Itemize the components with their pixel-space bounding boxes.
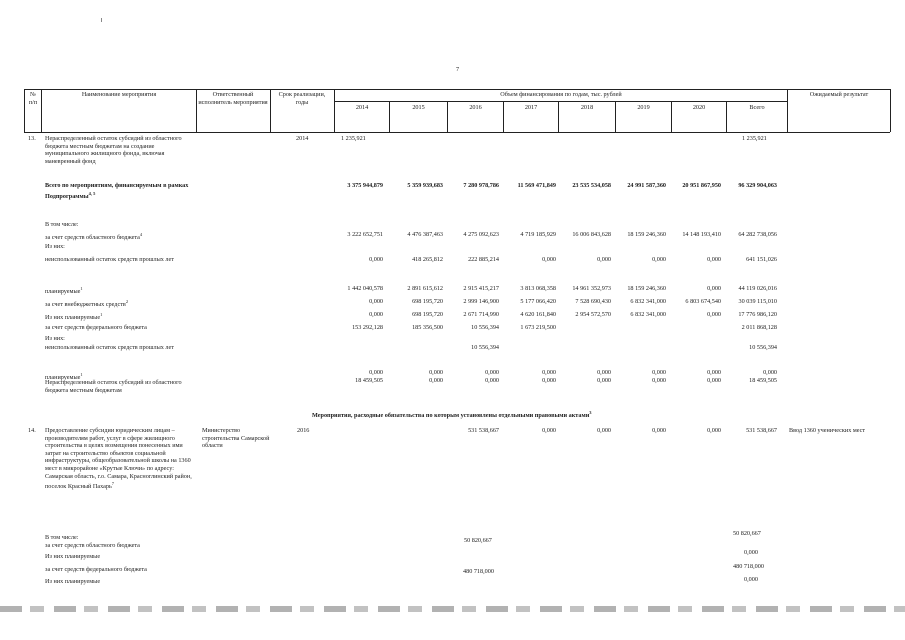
remainder-value: 0,000 bbox=[485, 377, 499, 384]
extra-value: 698 195,720 bbox=[412, 298, 443, 305]
oblast-value: 64 282 738,056 bbox=[738, 231, 777, 238]
extra-planned-value: 0,000 bbox=[369, 311, 383, 318]
header-mid-line bbox=[334, 101, 787, 102]
row13-total: 1 235,921 bbox=[742, 135, 767, 142]
planned2-value: 0,000 bbox=[369, 369, 383, 376]
row13-name: Нераспределенный остаток субсидий из областного бюджета местным бюджетам на создание муниципального жилищного фонда, включая маневренный фонд bbox=[45, 135, 182, 165]
header-result: Ожидаемый результат bbox=[809, 91, 869, 98]
row13-num: 13. bbox=[28, 135, 36, 142]
row14-value: 0,000 bbox=[652, 427, 666, 434]
oblast-value: 18 159 246,360 bbox=[627, 231, 666, 238]
remainder-value: 18 459,505 bbox=[355, 377, 383, 384]
header-border bbox=[890, 89, 891, 132]
header-term: Срок реализации, годы bbox=[278, 91, 326, 106]
extra-planned-value: 2 954 572,570 bbox=[575, 311, 611, 318]
row14-responsible: Министерство строительства Самарской области bbox=[202, 427, 270, 450]
remainder-value: 0,000 bbox=[429, 377, 443, 384]
including-label-2: В том числе: bbox=[45, 534, 79, 541]
unused1-value: 0,000 bbox=[707, 256, 721, 263]
extra-planned-label: Из них планируемые$^1$ bbox=[45, 312, 103, 322]
remainder-value: 18 459,505 bbox=[749, 377, 777, 384]
federal14-total: 480 718,000 bbox=[733, 563, 764, 570]
planned1-value: 2 915 415,217 bbox=[463, 285, 499, 292]
year-header: 2020 bbox=[692, 104, 706, 111]
extra-label: за счет внебюджетных средств$^2$ bbox=[45, 299, 129, 309]
oblast-value: 14 148 193,410 bbox=[682, 231, 721, 238]
federal14-2016: 480 718,000 bbox=[463, 568, 494, 575]
row14-value: 0,000 bbox=[597, 427, 611, 434]
year-header: 2019 bbox=[637, 104, 650, 111]
planned1-value: 1 442 040,578 bbox=[347, 285, 383, 292]
federal14-planned-total: 0,000 bbox=[744, 576, 758, 583]
unused1-value: 222 885,214 bbox=[468, 256, 499, 263]
header-bottom-line bbox=[24, 132, 890, 133]
scan-edge-artifact bbox=[0, 606, 905, 612]
unused2-value: 10 556,394 bbox=[749, 344, 777, 351]
planned1-value: 3 813 068,358 bbox=[520, 285, 556, 292]
row14-value: 531 538,667 bbox=[746, 427, 777, 434]
unused1-value: 0,000 bbox=[542, 256, 556, 263]
oblast-value: 4 719 185,929 bbox=[520, 231, 556, 238]
extra-value: 0,000 bbox=[369, 298, 383, 305]
remainder-label: Нераспределенный остаток субсидий из областного бюджета местным бюджетам bbox=[45, 379, 182, 394]
extra-value: 5 177 066,420 bbox=[520, 298, 556, 305]
extra-planned-value: 4 620 161,840 bbox=[520, 311, 556, 318]
planned2-value: 0,000 bbox=[707, 369, 721, 376]
row14-num: 14. bbox=[28, 427, 36, 434]
section-title: Мероприятия, расходные обязательства по которым установлены отдельными правовыми актами$^3$ bbox=[312, 410, 592, 420]
unused1-value: 641 151,026 bbox=[746, 256, 777, 263]
of-which-label: Из них: bbox=[45, 243, 65, 250]
oblast-label: за счет средств областного бюджета$^4$ bbox=[45, 232, 143, 242]
total-block-value: 5 359 939,683 bbox=[407, 182, 443, 189]
header-border bbox=[196, 89, 197, 132]
extra-planned-value: 2 671 714,990 bbox=[463, 311, 499, 318]
extra-value: 6 803 674,540 bbox=[685, 298, 721, 305]
total-block-value: 3 375 944,879 bbox=[347, 182, 383, 189]
federal-label: за счет средств федерального бюджета bbox=[45, 324, 147, 331]
planned2-label: планируемые$^1$ bbox=[45, 372, 83, 382]
year-header: 2016 bbox=[469, 104, 482, 111]
federal14-planned-label: Из них планируемые bbox=[45, 578, 101, 585]
oblast14-planned-label: Из них планируемые bbox=[45, 553, 101, 560]
remainder-value: 0,000 bbox=[707, 377, 721, 384]
row14-value: 0,000 bbox=[542, 427, 556, 434]
extra-value: 7 528 690,430 bbox=[575, 298, 611, 305]
total-block-value: 24 991 587,360 bbox=[627, 182, 666, 189]
total-block-value: 23 535 534,058 bbox=[572, 182, 611, 189]
planned2-value: 0,000 bbox=[652, 369, 666, 376]
unused1-value: 0,000 bbox=[369, 256, 383, 263]
including-label: В том числе: bbox=[45, 221, 79, 228]
planned2-value: 0,000 bbox=[597, 369, 611, 376]
header-volume: Объем финансирования по годам, тыс. рублей bbox=[500, 91, 622, 98]
row13-term: 2014 bbox=[296, 135, 309, 142]
federal-value: 153 292,128 bbox=[352, 324, 383, 331]
federal14-label: за счет средств федерального бюджета bbox=[45, 566, 147, 573]
header-responsible: Ответственный исполнитель мероприятия bbox=[198, 91, 268, 106]
total-label: Всего по мероприятиям, финансируемым в рамках Подпрограммы$^{4, 5}$ bbox=[45, 182, 189, 200]
oblast-value: 3 222 652,751 bbox=[347, 231, 383, 238]
planned1-value: 18 159 246,360 bbox=[627, 285, 666, 292]
federal-value: 1 673 219,500 bbox=[520, 324, 556, 331]
oblast-value: 4 275 092,623 bbox=[463, 231, 499, 238]
row13-2014: 1 235,921 bbox=[341, 135, 366, 142]
oblast14-planned-total: 0,000 bbox=[744, 549, 758, 556]
planned1-label: планируемые$^1$ bbox=[45, 286, 83, 296]
extra-planned-value: 17 776 986,120 bbox=[738, 311, 777, 318]
header-num: № п/п bbox=[28, 91, 38, 106]
total-block-value: 20 951 867,950 bbox=[682, 182, 721, 189]
row14-value: 531 538,667 bbox=[468, 427, 499, 434]
oblast14-total: 50 820,667 bbox=[733, 530, 761, 537]
page-number: 7 bbox=[456, 66, 460, 73]
planned2-value: 0,000 bbox=[542, 369, 556, 376]
row14-result: Ввод 1360 ученических мест bbox=[789, 427, 866, 434]
scan-speck bbox=[101, 18, 102, 22]
unused2-value: 10 556,394 bbox=[471, 344, 499, 351]
unused1-label: неиспользованный остаток средств прошлых лет bbox=[45, 256, 174, 263]
remainder-value: 0,000 bbox=[597, 377, 611, 384]
header-top-line bbox=[24, 89, 890, 90]
row14-name: Предоставление субсидии юридическим лицам – производителям работ, услуг в сфере жилищного строительства в целях возмещения понесенных ими затрат на строительство объектов социальной инфраструктуры, общеобразовательной школы на 1360 мест в микрорайоне «Крутые Ключи» по адресу: Самарская область, г.о. Самара, Красноглинский район, поселок Красный Пахарь$^7$ bbox=[45, 427, 192, 491]
unused2-label: неиспользованный остаток средств прошлых лет bbox=[45, 344, 174, 351]
year-header: 2014 bbox=[355, 104, 369, 111]
federal-value: 10 556,394 bbox=[471, 324, 499, 331]
year-header: 2015 bbox=[412, 104, 425, 111]
extra-value: 6 832 341,000 bbox=[630, 298, 666, 305]
oblast-value: 4 476 387,463 bbox=[407, 231, 443, 238]
planned2-value: 0,000 bbox=[485, 369, 499, 376]
header-border bbox=[270, 89, 271, 132]
planned2-value: 0,000 bbox=[429, 369, 443, 376]
planned1-value: 44 119 026,016 bbox=[738, 285, 777, 292]
extra-planned-value: 0,000 bbox=[707, 311, 721, 318]
header-border bbox=[41, 89, 42, 132]
row14-term: 2016 bbox=[297, 427, 310, 434]
header-border bbox=[787, 89, 788, 132]
planned1-value: 14 961 352,973 bbox=[572, 285, 611, 292]
of-which-label-2: Из них: bbox=[45, 335, 65, 342]
extra-planned-value: 6 832 341,000 bbox=[630, 311, 666, 318]
unused1-value: 0,000 bbox=[597, 256, 611, 263]
remainder-value: 0,000 bbox=[542, 377, 556, 384]
total-block-value: 11 569 471,849 bbox=[517, 182, 556, 189]
oblast14-label: за счет средств областного бюджета bbox=[45, 542, 140, 549]
total-block-value: 96 329 904,063 bbox=[738, 182, 777, 189]
unused1-value: 0,000 bbox=[652, 256, 666, 263]
planned1-value: 0,000 bbox=[707, 285, 721, 292]
year-header: Всего bbox=[749, 104, 765, 111]
federal-value: 2 011 868,128 bbox=[741, 324, 777, 331]
year-header: 2017 bbox=[524, 104, 538, 111]
header-name: Наименование мероприятия bbox=[81, 91, 157, 98]
federal-value: 185 356,500 bbox=[412, 324, 443, 331]
remainder-value: 0,000 bbox=[652, 377, 666, 384]
unused1-value: 418 265,812 bbox=[412, 256, 443, 263]
oblast-value: 16 006 843,628 bbox=[572, 231, 611, 238]
planned2-value: 0,000 bbox=[763, 369, 777, 376]
total-block-value: 7 280 978,786 bbox=[463, 182, 499, 189]
year-header: 2018 bbox=[580, 104, 594, 111]
extra-planned-value: 698 195,720 bbox=[412, 311, 443, 318]
planned1-value: 2 891 615,612 bbox=[407, 285, 443, 292]
oblast14-2016: 50 820,667 bbox=[464, 537, 492, 544]
row14-value: 0,000 bbox=[707, 427, 721, 434]
extra-value: 2 999 146,900 bbox=[463, 298, 499, 305]
extra-value: 30 039 115,010 bbox=[738, 298, 777, 305]
